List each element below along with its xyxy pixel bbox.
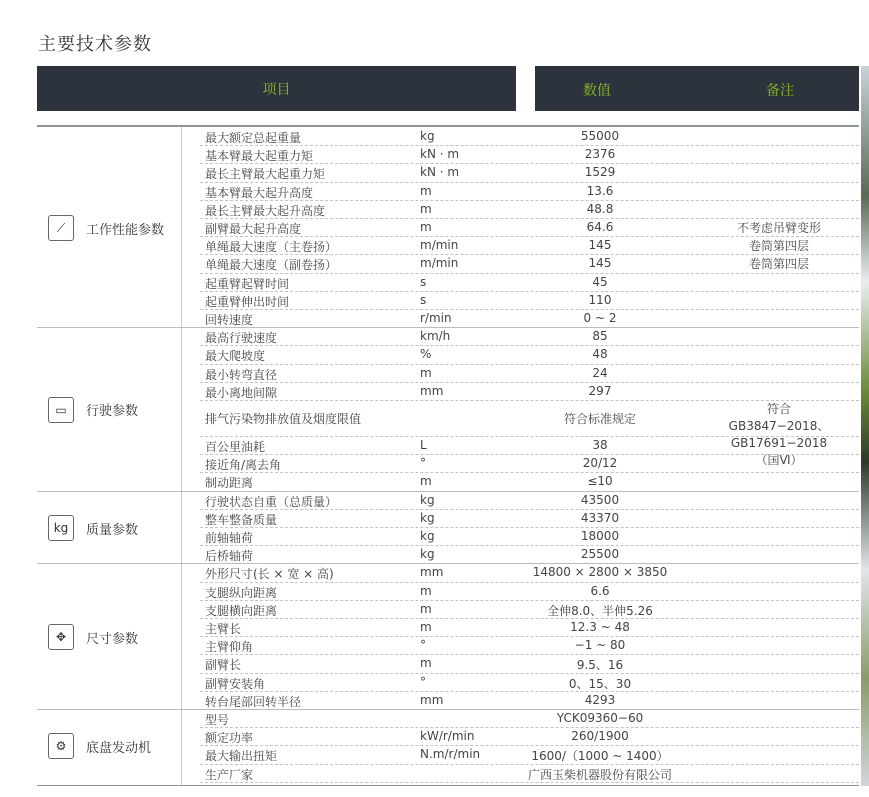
param-name: 起重臂伸出时间 (205, 294, 290, 309)
param-unit: s (420, 292, 427, 307)
param-unit: m/min (420, 238, 459, 253)
dimension-arrows-icon: ✥ (48, 624, 74, 650)
table-row (200, 746, 859, 764)
param-unit: m (420, 183, 432, 198)
param-unit: mm (420, 383, 444, 398)
param-name: 支腿纵向距离 (205, 585, 278, 600)
table-row (200, 510, 859, 528)
param-unit: m (420, 601, 432, 616)
param-unit: m (420, 365, 432, 380)
param-value-text: 145 (588, 238, 612, 253)
category-label: 质量参数 (86, 522, 139, 538)
param-value-text: 14800 × 2800 × 3850 (532, 565, 668, 580)
param-value-text: 55000 (580, 129, 620, 143)
param-unit: mm (420, 692, 444, 707)
header-item (37, 66, 516, 111)
category-4 (48, 624, 138, 650)
param-unit: mm (420, 565, 444, 580)
param-name: 制动距离 (205, 476, 254, 491)
table-row (200, 728, 859, 746)
table-row (200, 601, 859, 619)
param-name: 外形尺寸(长 × 宽 × 高) (205, 567, 334, 582)
table-row (200, 583, 859, 601)
table-row (200, 437, 859, 455)
param-value-text: 24 (592, 365, 608, 380)
param-value-text: 0、15、30 (568, 676, 632, 691)
param-unit: ° (420, 638, 426, 653)
category-label: 尺寸参数 (86, 631, 139, 647)
param-name: 支腿横向距离 (205, 603, 278, 618)
param-unit: m (420, 583, 432, 598)
param-unit: m (420, 474, 432, 489)
param-name: 基本臂最大起升高度 (205, 185, 314, 200)
param-value-text: 110 (588, 292, 612, 307)
param-value-text: 2376 (584, 147, 616, 162)
param-name: 基本臂最大起重力矩 (205, 149, 314, 164)
param-name: 行驶状态自重（总质量） (205, 494, 338, 509)
param-value-text: 48 (592, 347, 608, 362)
table-row (200, 219, 859, 237)
param-name: 起重臂起臂时间 (205, 276, 290, 291)
category-label: 底盘发动机 (86, 740, 152, 756)
table-row (200, 674, 859, 692)
header-note-label: 备注 (766, 83, 794, 99)
table-row (200, 328, 859, 346)
weight-icon: kg (48, 515, 74, 541)
param-value-text: 145 (588, 256, 612, 271)
param-value-text: 25500 (580, 547, 620, 562)
param-value-text: 18000 (580, 529, 620, 543)
param-value-text: 48.8 (586, 201, 614, 216)
param-name: 主臂仰角 (205, 640, 254, 655)
param-name: 生产厂家 (205, 767, 254, 782)
table-row (200, 237, 859, 255)
table-row (200, 346, 859, 364)
param-unit: kg (420, 129, 435, 143)
param-name: 副臂长 (205, 658, 242, 673)
param-name: 百公里油耗 (205, 440, 266, 454)
table-row (200, 128, 859, 146)
table-row (200, 310, 859, 328)
param-unit: kg (420, 529, 435, 543)
param-unit: ° (420, 456, 426, 471)
header-values (535, 66, 859, 111)
table-row (200, 473, 859, 491)
param-unit: s (420, 274, 427, 289)
param-unit: m/min (420, 256, 459, 271)
param-name: 单绳最大速度（主卷扬） (205, 240, 338, 255)
param-name: 最大输出扭矩 (205, 749, 278, 764)
param-value-text: 64.6 (586, 220, 614, 234)
param-value-text: 1600/（1000 ~ 1400） (531, 749, 669, 764)
param-value-text: YCK09360−60 (556, 711, 644, 725)
table-row (200, 710, 859, 728)
param-name: 型号 (205, 713, 230, 727)
table-row (200, 455, 859, 473)
param-value-text: 0 ~ 2 (583, 311, 617, 325)
param-unit: N.m/r/min (420, 747, 481, 762)
param-name: 前轴轴荷 (205, 531, 254, 545)
param-value-text: 1529 (584, 165, 616, 180)
table-bottom-border (37, 785, 859, 786)
table-row (200, 619, 859, 637)
truck-icon: ▭ (48, 397, 74, 423)
param-value-text: 13.6 (586, 183, 614, 198)
table-row (200, 292, 859, 310)
param-name: 排气污染物排放值及烟度限值 (205, 412, 362, 426)
param-name: 最大额定总起重量 (205, 131, 302, 145)
category-1 (48, 215, 164, 241)
table-row (200, 183, 859, 201)
param-name: 最高行驶速度 (205, 331, 278, 346)
param-name: 转台尾部回转半径 (205, 694, 302, 709)
param-value-text: 4293 (584, 692, 616, 707)
table-row (200, 564, 859, 582)
table-row (200, 201, 859, 219)
param-unit: kN · m (420, 165, 460, 180)
table-row (200, 655, 859, 673)
side-image-strip (861, 66, 869, 786)
param-name: 额定功率 (205, 731, 254, 746)
param-value-text: 297 (588, 383, 612, 398)
param-unit: kg (420, 510, 435, 525)
param-unit: % (420, 347, 432, 362)
param-name: 最小转弯直径 (205, 367, 278, 382)
param-unit: m (420, 220, 432, 234)
param-name: 后桥轴荷 (205, 549, 254, 564)
param-value-text: 43370 (580, 510, 620, 525)
param-value-text: 38 (592, 438, 608, 452)
table-row (200, 146, 859, 164)
param-name: 副臂安装角 (205, 676, 266, 691)
param-name: 单绳最大速度（副卷扬） (205, 258, 338, 273)
table-row (200, 255, 859, 273)
param-unit: kN · m (420, 147, 460, 162)
param-unit: m (420, 656, 432, 671)
table-row (200, 365, 859, 383)
param-note-text: 符合GB3847−2018、GB17691−2018（国Ⅵ） (728, 402, 830, 467)
param-value-text: 20/12 (582, 456, 618, 471)
param-value-text: ≤10 (587, 474, 613, 489)
table-row (200, 383, 859, 401)
table-row (200, 274, 859, 292)
param-unit: r/min (420, 311, 452, 325)
param-unit: m (420, 201, 432, 216)
param-value-text: 260/1900 (571, 729, 629, 744)
category-label: 行驶参数 (86, 404, 139, 420)
param-unit: m (420, 620, 432, 634)
param-name: 回转速度 (205, 313, 254, 327)
param-value-text: 全伸8.0、半伸5.26 (547, 603, 653, 618)
param-value-text: −1 ~ 80 (574, 638, 626, 653)
param-value-text: 85 (592, 329, 608, 344)
table-row (200, 492, 859, 510)
param-name: 最长主臂最大起升高度 (205, 203, 326, 218)
category-5 (48, 733, 151, 759)
header-value-label: 数值 (583, 83, 611, 99)
page-title: 主要技术参数 (38, 34, 152, 55)
table-row (200, 637, 859, 655)
param-note-text: 卷筒第四层 (749, 239, 810, 254)
param-note-text: 不考虑吊臂变形 (737, 221, 822, 235)
category-2 (48, 397, 138, 423)
param-unit: km/h (420, 329, 451, 344)
param-value-text: 9.5、16 (576, 658, 624, 673)
param-unit: kW/r/min (420, 729, 475, 744)
param-name: 最大爬坡度 (205, 349, 266, 364)
param-name: 最小离地间隙 (205, 385, 278, 400)
header-item-label: 项目 (262, 81, 291, 98)
param-value-text: 43500 (580, 492, 620, 507)
table-top-border (37, 125, 859, 127)
param-value-text: 广西玉柴机器股份有限公司 (528, 767, 673, 782)
param-value-text: 12.3 ~ 48 (570, 620, 630, 634)
param-unit: kg (420, 547, 435, 562)
param-name: 整车整备质量 (205, 512, 278, 527)
param-value-text: 符合标准规定 (564, 412, 637, 426)
param-name: 最长主臂最大起重力矩 (205, 167, 326, 182)
table-row (200, 765, 859, 783)
table-row (200, 692, 859, 710)
category-3 (48, 515, 138, 541)
param-note-text: 卷筒第四层 (749, 257, 810, 272)
param-name: 副臂最大起升高度 (205, 222, 302, 236)
category-label: 工作性能参数 (86, 222, 165, 238)
crane-hook-icon: ⟋ (48, 215, 74, 241)
param-unit: ° (420, 674, 426, 689)
param-name: 接近角/离去角 (205, 458, 282, 473)
table-row (200, 164, 859, 182)
engine-icon: ⚙ (48, 733, 74, 759)
table-row (200, 546, 859, 564)
param-name: 主臂长 (205, 622, 242, 636)
category-divider (181, 127, 182, 785)
param-value-text: 45 (592, 274, 608, 289)
param-unit: kg (420, 492, 435, 507)
table-row (200, 528, 859, 546)
param-unit: L (420, 438, 427, 452)
param-value-text: 6.6 (590, 583, 610, 598)
